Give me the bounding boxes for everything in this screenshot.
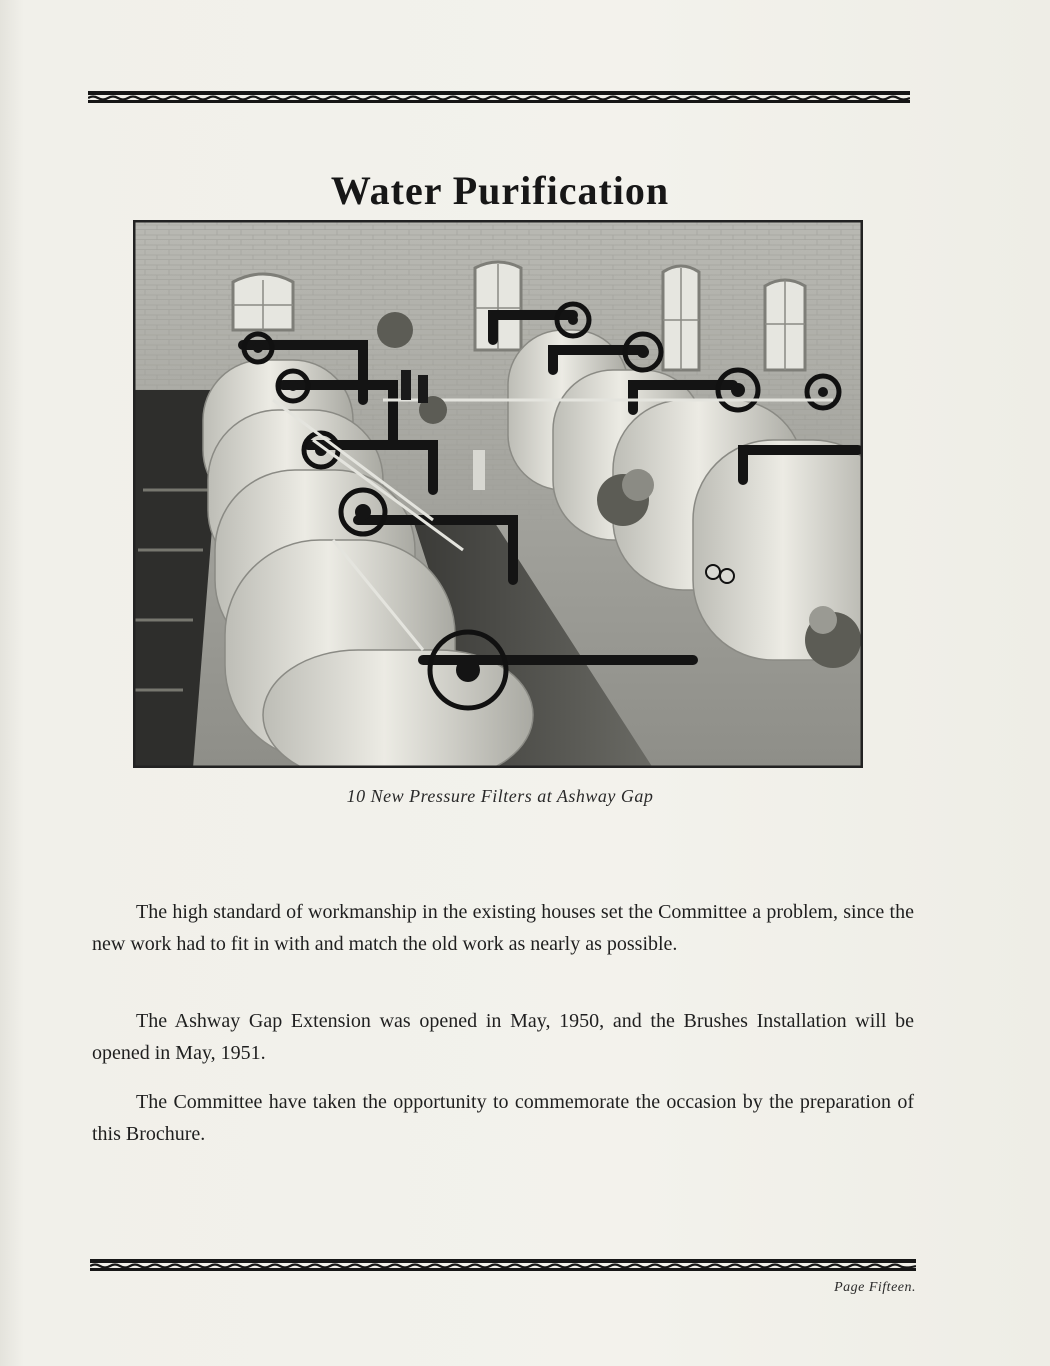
paragraph-brochure: The Committee have taken the opportunity to commemorate the occasion by the preparation of this Brochure.	[92, 1091, 914, 1145]
top-decorative-rule	[88, 90, 910, 104]
page-number: Page Fifteen.	[834, 1280, 916, 1295]
paragraph-openings: The Ashway Gap Extension was opened in May, 1950, and the Brushes Installation will be opened in May, 1951.	[92, 1010, 914, 1064]
page-title: Water Purification	[330, 167, 670, 213]
photo-caption: 10 New Pressure Filters at Ashway Gap	[346, 786, 654, 806]
paragraph-workmanship: The high standard of workmanship in the existing houses set the Committee a problem, since the new work had to fit in with and match the old work as nearly as possible.	[92, 901, 914, 955]
pressure-filters-photo	[133, 220, 863, 768]
bottom-decorative-rule	[90, 1258, 916, 1272]
